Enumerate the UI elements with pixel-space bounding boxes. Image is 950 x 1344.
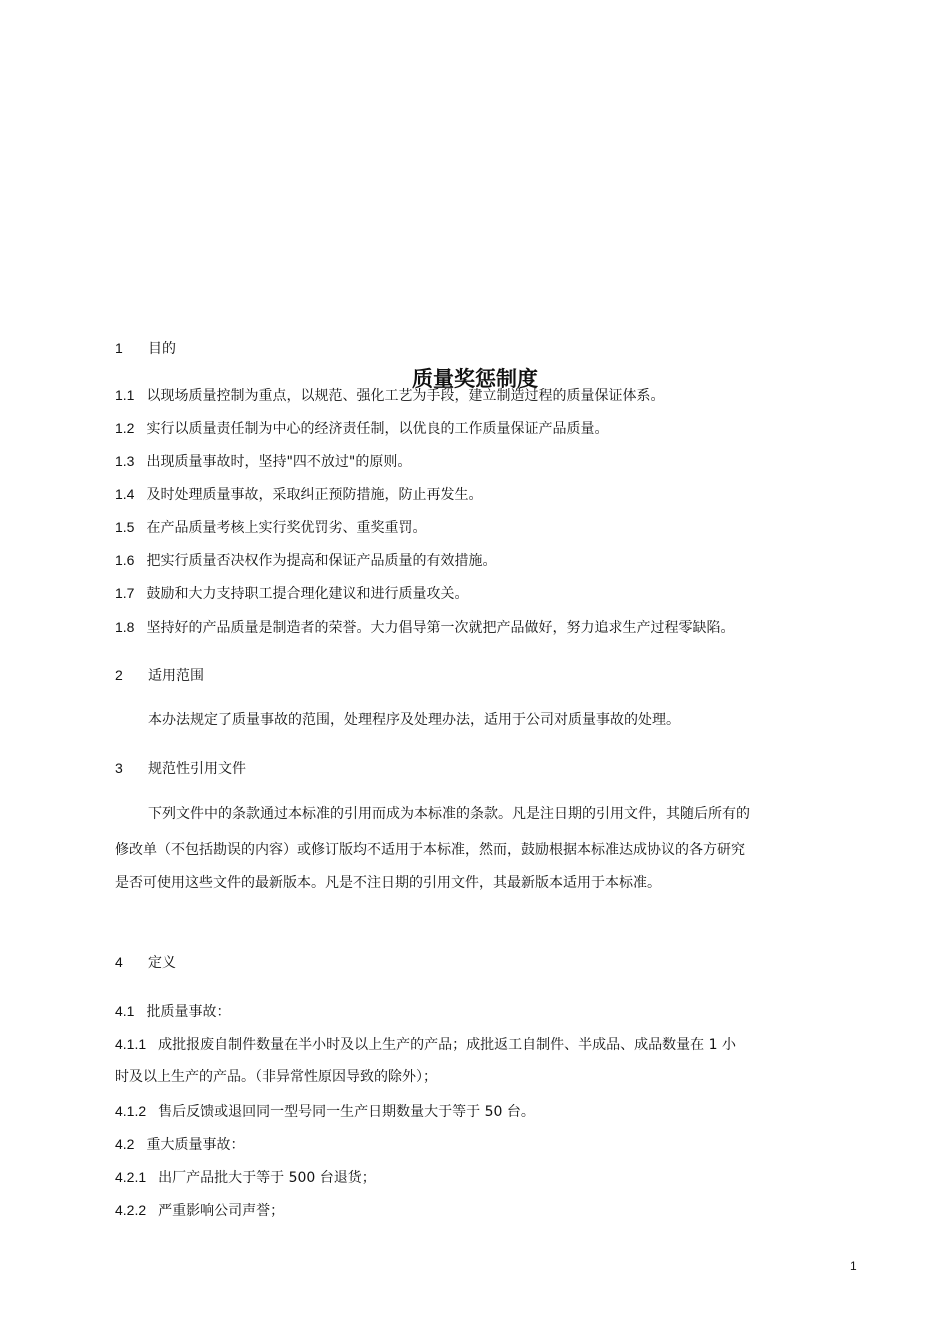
list-item [115, 1035, 736, 1054]
item-number: 4.1.1 [115, 1036, 147, 1052]
scope-paragraph: 本办法规定了质量事故的范围，处理程序及处理办法，适用于公司对质量事故的处理。 [148, 712, 680, 728]
section-heading-definitions [115, 953, 176, 972]
list-item [115, 1201, 284, 1220]
item-number: 1.3 [115, 453, 135, 469]
list-item [115, 584, 468, 603]
item-text: 实行以质量责任制为中心的经济责任制，以优良的工作质量保证产品质量。 [146, 421, 609, 437]
item-number: 1.8 [115, 619, 135, 635]
list-item-continuation: 时及以上生产的产品。（非异常性原因导致的除外）； [115, 1069, 437, 1085]
list-item [115, 1135, 244, 1154]
item-text: 以现场质量控制为重点，以规范、强化工艺为手段，建立制造过程的质量保证体系。 [146, 388, 665, 404]
item-number: 1.2 [115, 420, 135, 436]
list-item [115, 452, 411, 471]
section-number: 4 [115, 954, 123, 970]
list-item [115, 419, 608, 438]
item-number: 4.2 [115, 1136, 135, 1152]
list-item [115, 485, 482, 504]
list-item [115, 1002, 230, 1021]
section-number: 2 [115, 667, 123, 683]
references-line: 是否可使用这些文件的最新版本。凡是不注日期的引用文件，其最新版本适用于本标准。 [115, 875, 661, 891]
item-number: 1.7 [115, 585, 135, 601]
item-number: 1.1 [115, 387, 135, 403]
item-text: 售后反馈或退回同一型号同一生产日期数量大于等于 50 台。 [158, 1104, 535, 1120]
section-title: 适用范围 [148, 668, 204, 684]
item-text: 坚持好的产品质量是制造者的荣誉。大力倡导第一次就把产品做好，努力追求生产过程零缺陷。 [146, 620, 735, 636]
item-text: 及时处理质量事故，采取纠正预防措施，防止再发生。 [146, 487, 483, 503]
list-item [115, 551, 496, 570]
item-number: 4.1 [115, 1003, 135, 1019]
item-text: 重大质量事故： [146, 1137, 245, 1153]
item-number: 1.5 [115, 519, 135, 535]
section-heading-purpose [115, 339, 176, 358]
section-heading-references [115, 759, 246, 778]
section-number: 1 [115, 340, 123, 356]
section-title: 规范性引用文件 [148, 761, 246, 777]
references-line: 修改单（不包括勘误的内容）或修订版均不适用于本标准，然而，鼓励根据本标准达成协议的各方研究 [115, 842, 745, 858]
item-number: 4.1.2 [115, 1103, 147, 1119]
list-item [115, 518, 426, 537]
item-text: 在产品质量考核上实行奖优罚劣、重奖重罚。 [146, 520, 427, 536]
item-text: 成批报废自制件数量在半小时及以上生产的产品；成批返工自制件、半成品、成品数量在 1 小 [158, 1037, 736, 1053]
item-text: 批质量事故： [146, 1004, 231, 1020]
document-title: 质量奖惩制度 [412, 367, 538, 391]
list-item [115, 1102, 535, 1121]
section-heading-scope [115, 666, 204, 685]
item-text: 出厂产品批大于等于 500 台退货； [158, 1170, 376, 1186]
section-title: 目的 [148, 341, 176, 357]
item-number: 4.2.2 [115, 1202, 147, 1218]
item-text: 出现质量事故时，坚持"四不放过"的原则。 [146, 454, 412, 470]
list-item [115, 1168, 376, 1187]
list-item [115, 618, 734, 637]
item-text: 把实行质量否决权作为提高和保证产品质量的有效措施。 [146, 553, 497, 569]
references-line: 下列文件中的条款通过本标准的引用而成为本标准的条款。凡是注日期的引用文件，其随后所有的 [148, 806, 750, 822]
page-number: 1 [850, 1259, 857, 1273]
item-number: 1.6 [115, 552, 135, 568]
item-number: 1.4 [115, 486, 135, 502]
item-text: 鼓励和大力支持职工提合理化建议和进行质量攻关。 [146, 586, 469, 602]
section-title: 定义 [148, 955, 176, 971]
item-text: 严重影响公司声誉； [158, 1203, 285, 1219]
item-number: 4.2.1 [115, 1169, 147, 1185]
section-number: 3 [115, 760, 123, 776]
